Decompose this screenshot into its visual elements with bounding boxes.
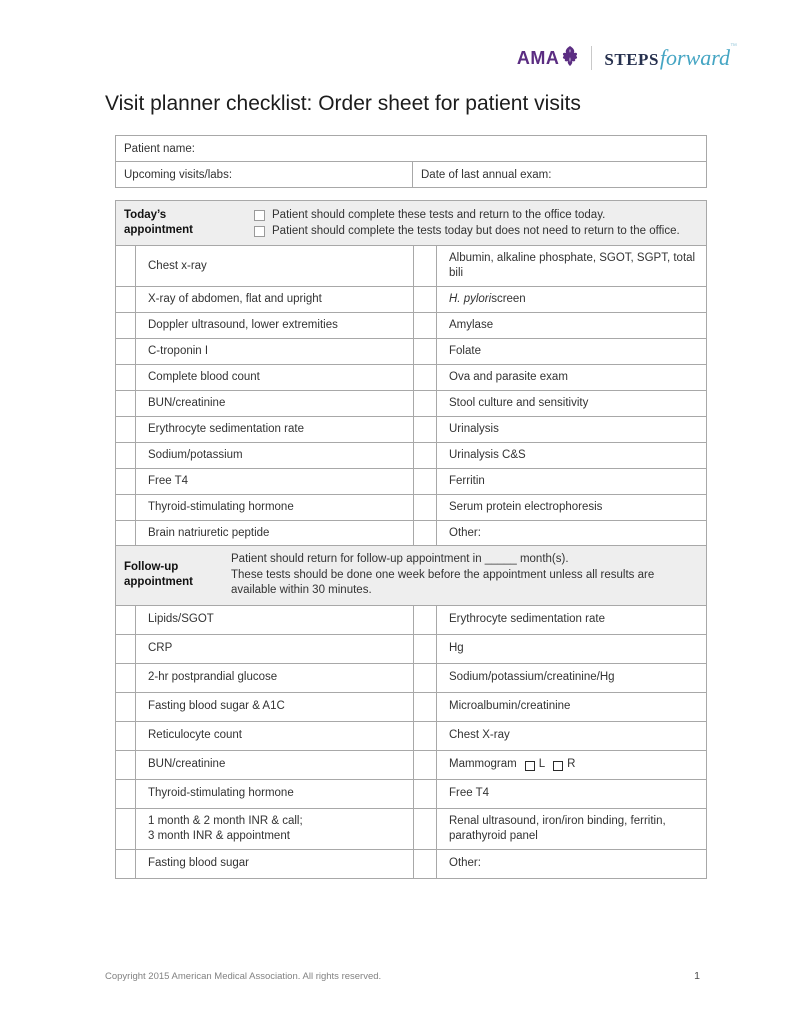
test-name: Reticulocyte count (136, 722, 414, 750)
test-name: BUN/creatinine (136, 391, 414, 416)
steps-logo-text: STEPS (604, 50, 659, 69)
checkbox-icon[interactable] (254, 210, 265, 221)
check-cell[interactable] (116, 751, 136, 779)
test-name-italic: H. pylori (449, 293, 492, 305)
check-cell[interactable] (414, 495, 437, 520)
test-name: Amylase (449, 319, 494, 331)
test-name: Folate (449, 345, 481, 357)
check-cell[interactable] (414, 246, 437, 286)
test-name: Chest X-ray (449, 729, 510, 741)
test-name: Renal ultrasound, iron/iron binding, ferritin, parathyroid panel (449, 814, 666, 842)
table-row (116, 312, 706, 338)
followup-appointment-table (115, 545, 707, 879)
upcoming-visits-field[interactable] (116, 162, 412, 187)
steps-forward-logo (604, 45, 737, 71)
table-row (116, 849, 706, 878)
test-name: Doppler ultrasound, lower extremities (136, 313, 414, 338)
check-cell[interactable] (414, 809, 437, 849)
check-cell[interactable] (414, 751, 437, 779)
test-name: Microalbumin/creatinine (449, 700, 571, 712)
brand-logo (517, 40, 737, 76)
check-cell[interactable] (414, 780, 437, 808)
patient-name-field[interactable] (116, 136, 706, 161)
check-cell[interactable] (116, 850, 136, 878)
last-annual-exam-field[interactable] (412, 162, 706, 187)
test-name: Urinalysis C&S (449, 449, 526, 461)
check-cell[interactable] (116, 246, 136, 286)
checkbox-icon[interactable] (254, 226, 265, 237)
mammogram-right-label: R (567, 758, 576, 770)
upcoming-visits-label: Upcoming visits/labs: (124, 168, 233, 181)
test-name: Ferritin (449, 475, 485, 487)
logo-divider (591, 46, 592, 70)
last-annual-exam-label: Date of last annual exam: (421, 168, 552, 181)
test-name: Mammogram (449, 758, 517, 770)
check-cell[interactable] (414, 850, 437, 878)
check-cell[interactable] (116, 469, 136, 494)
table-row (116, 663, 706, 692)
page-title: Visit planner checklist: Order sheet for patient visits (105, 92, 581, 115)
forward-logo-text: forward (659, 45, 730, 70)
table-row (116, 442, 706, 468)
check-cell[interactable] (116, 287, 136, 312)
checkbox-right-icon[interactable] (553, 761, 563, 771)
test-name: CRP (136, 635, 414, 663)
check-cell[interactable] (414, 365, 437, 390)
test-name: Free T4 (449, 787, 490, 799)
check-cell[interactable] (414, 693, 437, 721)
check-cell[interactable] (116, 313, 136, 338)
table-row (116, 721, 706, 750)
table-row (116, 520, 706, 546)
todays-appointment-table (115, 200, 707, 547)
check-cell[interactable] (414, 391, 437, 416)
test-name: C-troponin I (136, 339, 414, 364)
check-cell[interactable] (414, 417, 437, 442)
todays-appointment-header (116, 201, 706, 246)
test-name: H. pylori screen (449, 293, 526, 305)
test-name: Free T4 (136, 469, 414, 494)
check-cell[interactable] (414, 722, 437, 750)
check-cell[interactable] (414, 664, 437, 692)
test-name: 2-hr postprandial glucose (136, 664, 414, 692)
table-row (116, 136, 706, 161)
table-row (116, 246, 706, 286)
table-row (116, 364, 706, 390)
table-row (116, 468, 706, 494)
table-row (116, 750, 706, 779)
check-cell[interactable] (116, 722, 136, 750)
check-cell[interactable] (414, 443, 437, 468)
test-name: Hg (449, 642, 464, 654)
check-cell[interactable] (116, 780, 136, 808)
check-cell[interactable] (116, 495, 136, 520)
test-name: Fasting blood sugar & A1C (136, 693, 414, 721)
test-name: Thyroid-stimulating hormone (136, 495, 414, 520)
test-name: 1 month & 2 month INR & call; 3 month INR & appointment (136, 809, 414, 849)
ama-logo-text: AMA (516, 47, 560, 68)
test-name: Erythrocyte sedimentation rate (136, 417, 414, 442)
check-cell[interactable] (116, 693, 136, 721)
check-cell[interactable] (116, 443, 136, 468)
other-field[interactable]: Other: (449, 857, 481, 869)
today-options (254, 207, 698, 239)
test-name: X-ray of abdomen, flat and upright (136, 287, 414, 312)
option-row (254, 207, 698, 223)
table-row (116, 494, 706, 520)
table-row (116, 286, 706, 312)
section-label: Follow-up appointment (124, 561, 193, 589)
test-name: Chest x-ray (136, 246, 414, 286)
page-footer (105, 970, 700, 982)
check-cell[interactable] (414, 287, 437, 312)
patient-info-table (115, 135, 707, 188)
check-cell[interactable] (414, 521, 437, 546)
patient-name-label: Patient name: (124, 142, 195, 155)
test-name: Brain natriuretic peptide (136, 521, 414, 546)
followup-appointment-header (116, 546, 706, 606)
test-name: Albumin, alkaline phosphate, SGOT, SGPT, total bili (449, 252, 696, 279)
table-row (116, 416, 706, 442)
test-name: Ova and parasite exam (449, 371, 568, 383)
check-cell[interactable] (414, 313, 437, 338)
test-name: Lipids/SGOT (136, 606, 414, 634)
check-cell[interactable] (414, 469, 437, 494)
page-number: 1 (694, 970, 700, 982)
check-cell[interactable] (414, 339, 437, 364)
table-row (116, 779, 706, 808)
check-cell[interactable] (116, 809, 136, 849)
check-cell[interactable] (116, 635, 136, 663)
table-row (116, 692, 706, 721)
followup-intro-line: Patient should return for follow-up appointment in _____ month(s). (231, 553, 569, 565)
option-label: Patient should complete the tests today but does not need to return to the office. (272, 225, 680, 237)
test-name: Fasting blood sugar (136, 850, 414, 878)
option-label: Patient should complete these tests and return to the office today. (272, 209, 606, 221)
table-row (116, 338, 706, 364)
followup-intro (231, 552, 698, 599)
test-name: Sodium/potassium (136, 443, 414, 468)
copyright-text: Copyright 2015 American Medical Association. All rights reserved. (105, 971, 382, 982)
table-row (116, 606, 706, 634)
mammogram-left-label: L (538, 758, 546, 770)
test-name: Complete blood count (136, 365, 414, 390)
check-cell[interactable] (116, 339, 136, 364)
check-cell[interactable] (116, 606, 136, 634)
other-field[interactable]: Other: (449, 527, 481, 539)
mammogram-cell (437, 751, 706, 779)
test-name: Urinalysis (449, 423, 499, 435)
check-cell[interactable] (116, 521, 136, 546)
check-cell[interactable] (116, 417, 136, 442)
check-cell[interactable] (116, 365, 136, 390)
option-row (254, 223, 698, 239)
table-row (116, 161, 706, 187)
test-name: Thyroid-stimulating hormone (136, 780, 414, 808)
followup-intro-line: These tests should be done one week before the appointment unless all results are available within 30 minutes. (231, 568, 655, 596)
table-row (116, 808, 706, 849)
test-name: Sodium/potassium/creatinine/Hg (449, 671, 615, 683)
table-row (116, 634, 706, 663)
trademark-symbol: ™ (730, 43, 737, 50)
test-name: Erythrocyte sedimentation rate (449, 613, 605, 625)
check-cell[interactable] (116, 664, 136, 692)
check-cell[interactable] (414, 635, 437, 663)
table-row (116, 390, 706, 416)
test-name: Stool culture and sensitivity (449, 397, 589, 409)
checkbox-left-icon[interactable] (525, 761, 535, 771)
test-name: Serum protein electrophoresis (449, 501, 603, 513)
ama-eagle-icon (561, 44, 579, 73)
section-label: Today’s appointment (124, 209, 193, 236)
test-name: BUN/creatinine (136, 751, 414, 779)
check-cell[interactable] (414, 606, 437, 634)
check-cell[interactable] (116, 391, 136, 416)
